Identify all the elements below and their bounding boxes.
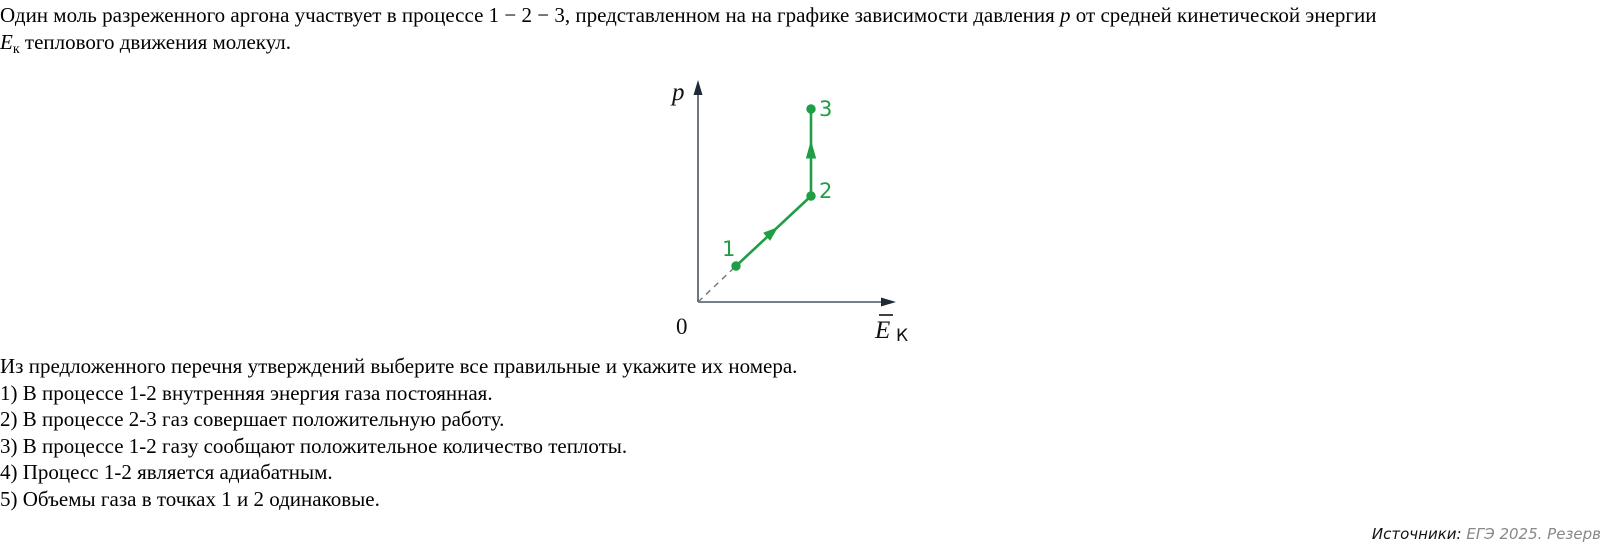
x-axis-arrow-icon [881, 298, 896, 307]
source-attribution [1372, 525, 1601, 543]
svg-text:E: E [875, 317, 891, 344]
point-3-label: 3 [819, 97, 833, 121]
x-axis-label [874, 315, 908, 346]
arrow-2-3-icon [807, 142, 816, 158]
intro-text-2: , представленном на на графике зависимости давления [564, 3, 1061, 27]
svg-text:К: К [896, 326, 909, 346]
point-1-label: 1 [722, 237, 736, 261]
option-2: 2) В процессе 2-3 газ совершает положительную работу. [0, 407, 505, 432]
intro-text: Один моль разреженного аргона участвует в процессе [0, 3, 489, 27]
energy-subscript: к [12, 42, 20, 57]
problem-line-1 [0, 2, 1601, 29]
origin-label: 0 [676, 314, 688, 339]
p-vs-energy-graph [660, 70, 920, 350]
option-5: 5) Объемы газа в точках 1 и 2 одинаковые. [0, 486, 380, 511]
point-2 [807, 192, 815, 200]
process-math: 1 − 2 − 3 [488, 3, 565, 27]
axes [694, 80, 897, 307]
y-axis-arrow-icon [694, 80, 703, 95]
energy-symbol: E [0, 30, 13, 54]
option-4: 4) Процесс 1-2 является адиабатным. [0, 460, 333, 485]
problem-line-2 [0, 29, 1601, 56]
problem-statement [0, 2, 1601, 56]
question-prompt: Из предложенного перечня утверждений выберите все правильные и укажите их номера. [0, 354, 798, 378]
point-2-label: 2 [819, 179, 833, 203]
point-3 [807, 105, 815, 113]
intro-text-4: теплового движения молекул. [19, 30, 292, 54]
point-1 [732, 262, 740, 270]
question-block [0, 353, 797, 513]
process-path [732, 105, 816, 270]
source-value[interactable]: ЕГЭ 2025. Резерв [1461, 525, 1601, 543]
intro-text-3: от средней кинетической энергии [1070, 3, 1377, 27]
y-axis-label: p [672, 79, 685, 106]
pressure-symbol: p [1060, 3, 1071, 27]
dashed-extension [698, 266, 736, 302]
option-1: 1) В процессе 1-2 внутренняя энергия газа постоянная. [0, 380, 493, 405]
option-3: 3) В процессе 1-2 газу сообщают положительное количество теплоты. [0, 433, 628, 458]
source-label: Источники: [1371, 525, 1462, 543]
